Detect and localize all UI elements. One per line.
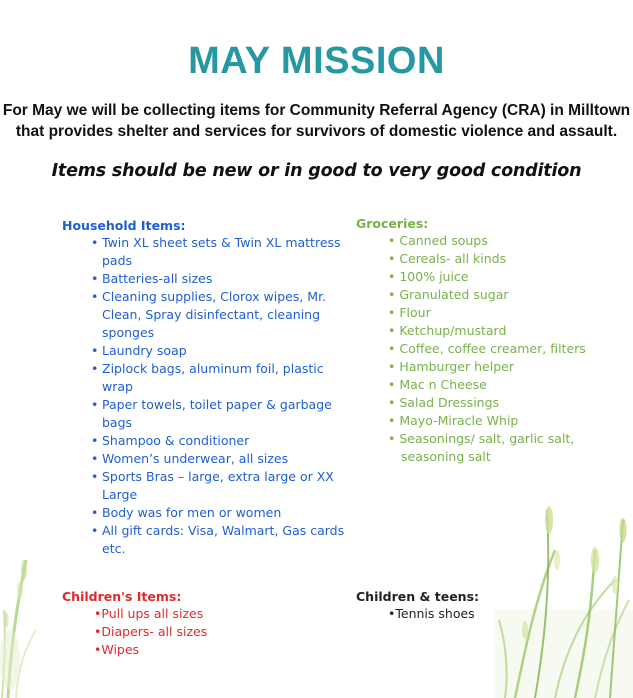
- household-list: [91, 234, 347, 558]
- list-item: • Sports Bras – large, extra large or XX Large: [91, 469, 334, 502]
- groceries-heading: Groceries:: [356, 216, 429, 231]
- list-item: • Mayo-Miracle Whip: [388, 413, 519, 428]
- teens-list: [388, 605, 479, 623]
- groceries-section: [356, 216, 618, 466]
- list-item: • Granulated sugar: [388, 287, 509, 302]
- list-item: • Ketchup/mustard: [388, 323, 507, 338]
- teens-section: [356, 589, 479, 623]
- list-item: • 100% juice: [388, 269, 469, 284]
- list-item: • Shampoo & conditioner: [91, 433, 250, 448]
- bullet-icon: •: [91, 397, 99, 412]
- list-item: •Wipes: [94, 642, 140, 657]
- household-section: [62, 218, 347, 558]
- list-item: • Women’s underwear, all sizes: [91, 451, 289, 466]
- list-item: • Salad Dressings: [388, 395, 500, 410]
- list-item: • Body was for men or women: [91, 505, 282, 520]
- bullet-icon: •: [388, 341, 400, 356]
- list-item: •Tennis shoes: [388, 606, 475, 621]
- list-item: • Flour: [388, 305, 431, 320]
- bullet-icon: •: [388, 269, 400, 284]
- bullet-icon: •: [388, 395, 400, 410]
- children-heading: Children's Items:: [62, 589, 182, 604]
- list-item: • Cleaning supplies, Clorox wipes, Mr. Clean, Spray disinfectant, cleaning sponges: [91, 289, 327, 340]
- list-item: • Cereals- all kinds: [388, 251, 507, 266]
- list-item: • Batteries-all sizes: [91, 271, 213, 286]
- bullet-icon: •: [91, 343, 99, 358]
- list-item: • Coffee, coffee creamer, filters: [388, 341, 586, 356]
- children-section: [62, 589, 207, 659]
- bullet-icon: •: [388, 287, 400, 302]
- bullet-icon: •: [388, 305, 400, 320]
- bullet-icon: •: [94, 606, 102, 621]
- intro-line-2: that provides shelter and services for survivors of domestic violence and assault.: [15, 123, 618, 140]
- list-item: •Diapers- all sizes: [94, 624, 208, 639]
- bullet-icon: •: [388, 323, 400, 338]
- bullet-icon: •: [388, 413, 400, 428]
- bullet-icon: •: [94, 642, 102, 657]
- bullet-icon: •: [91, 469, 99, 484]
- list-item: • Seasonings/ salt, garlic salt, seasoning salt: [388, 431, 575, 464]
- intro-text: [0, 100, 633, 142]
- list-item: • All gift cards: Visa, Walmart, Gas cards etc.: [91, 523, 345, 556]
- list-item: • Twin XL sheet sets & Twin XL mattress pads: [91, 235, 341, 268]
- bullet-icon: •: [388, 606, 396, 621]
- bullet-icon: •: [91, 289, 99, 304]
- list-item: • Paper towels, toilet paper & garbage bags: [91, 397, 332, 430]
- list-item: • Canned soups: [388, 233, 488, 248]
- teens-heading: Children & teens:: [356, 589, 480, 604]
- grass-watercolor-icon: [0, 540, 40, 698]
- bullet-icon: •: [388, 359, 400, 374]
- list-item: • Laundry soap: [91, 343, 187, 358]
- groceries-list: [388, 232, 618, 466]
- bullet-icon: •: [91, 433, 99, 448]
- bullet-icon: •: [388, 431, 400, 446]
- list-item: • Mac n Cheese: [388, 377, 487, 392]
- list-item: • Ziplock bags, aluminum foil, plastic wrap: [91, 361, 324, 394]
- bullet-icon: •: [91, 271, 99, 286]
- grass-watercolor-icon: [495, 490, 633, 698]
- bullet-icon: •: [91, 505, 99, 520]
- condition-note: Items should be new or in good to very good condition: [51, 161, 582, 181]
- list-item: •Pull ups all sizes: [94, 606, 204, 621]
- bullet-icon: •: [91, 451, 99, 466]
- intro-line-1: For May we will be collecting items for Community Referral Agency (CRA) in Milltown: [2, 102, 631, 119]
- bullet-icon: •: [388, 233, 400, 248]
- bullet-icon: •: [91, 361, 99, 376]
- bullet-icon: •: [388, 377, 400, 392]
- bullet-icon: •: [91, 523, 99, 538]
- list-item: • Hamburger helper: [388, 359, 514, 374]
- household-heading: Household Items:: [62, 218, 186, 233]
- bullet-icon: •: [388, 251, 400, 266]
- bullet-icon: •: [91, 235, 99, 250]
- page-title: MAY MISSION: [188, 40, 445, 82]
- children-list: [94, 605, 207, 659]
- bullet-icon: •: [94, 624, 102, 639]
